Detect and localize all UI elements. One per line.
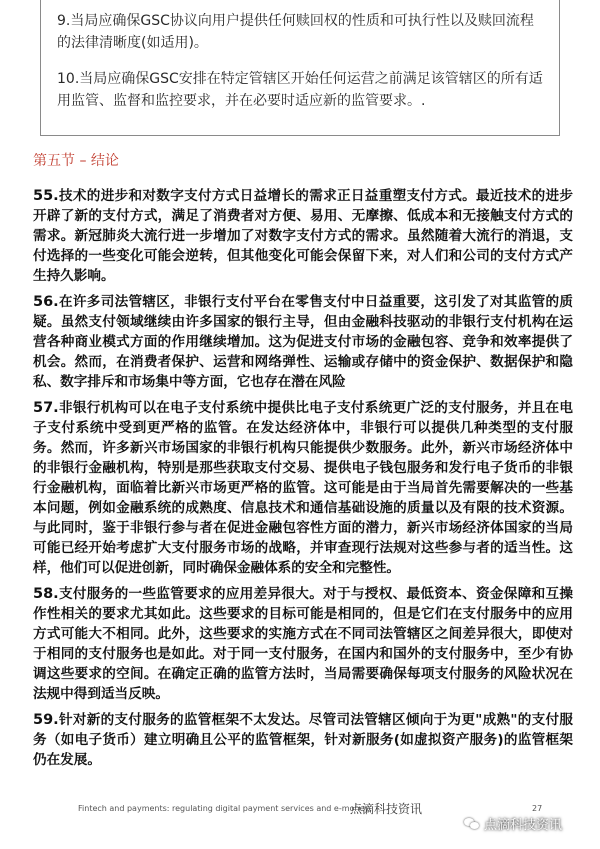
wechat-icon [464, 818, 480, 830]
paragraph-number: 59. [33, 712, 59, 728]
paragraph-text: 技术的进步和对数字支付方式日益增长的需求正日益重塑支付方式。最近技术的进步开辟了新的支付方式，满足了消费者对方便、易用、无摩擦、低成本和无接触支付方式的需求。新冠肺炎大流行进一步增加了对数字支付方式的需求。虽然随着大流行的消退，支付选择的一些变化可能会逆转，但其他变化可能会保留下来，对人们和公司的支付方式产生持久影响。 [33, 188, 573, 284]
footer-source-label: 点滴科技资讯 [350, 802, 423, 816]
paragraph-56 [33, 292, 573, 392]
paragraph-number: 55. [33, 188, 59, 204]
paragraph-55 [33, 186, 573, 286]
footer-document-title: Fintech and payments: regulating digital payment services and e-money [78, 804, 370, 813]
paragraph-number: 58. [33, 586, 59, 602]
paragraphs [33, 186, 573, 776]
paragraph-59 [33, 710, 573, 770]
section-heading: 第五节 – 结论 [33, 153, 119, 169]
paragraph-number: 56. [33, 294, 59, 310]
paragraph-number: 57. [33, 400, 59, 416]
paragraph-58 [33, 584, 573, 704]
watermark [464, 814, 562, 833]
box-item-10: 10.当局应确保GSC安排在特定管辖区开始任何运营之前满足该管辖区的所有适用监管、监督和监控要求，并在必要时适应新的监管要求。. [57, 71, 543, 109]
paragraph-text: 在许多司法管辖区，非银行支付平台在零售支付中日益重要，这引发了对其监管的质疑。虽然支付领域继续由许多国家的银行主导，但由金融科技驱动的非银行支付机构在运营各种商业模式方面的作用继续增加。这为促进支付市场的金融包容、竞争和效率提供了机会。然而，在消费者保护、运营和网络弹性、运输或存储中的资金保护、数据保护和隐私、数字排斥和市场集中等方面，它也存在潜在风险 [33, 294, 573, 390]
page-number: 27 [532, 804, 543, 813]
watermark-text: 点滴科技资讯 [484, 818, 563, 833]
paragraph-57 [33, 398, 573, 578]
recommendations-box [40, 0, 560, 136]
paragraph-text: 非银行机构可以在电子支付系统中提供比电子支付系统更广泛的支付服务，并且在电子支付系统中受到更严格的监管。在发达经济体中，非银行可以提供几种类型的支付服务。然而，许多新兴市场国家的非银行机构只能提供少数服务。此外，新兴市场经济体中的非银行金融机构，特别是那些获取支付交易、提供电子钱包服务和发行电子货币的非银行金融机构，面临着比新兴市场更严格的监管。这可能是由于当局首先需要解决的一些基本问题，例如金融系统的成熟度、信息技术和通信基础设施的质量以及有限的技术资源。与此同时，鉴于非银行参与者在促进金融包容性方面的潜力，新兴市场经济体国家的当局可能已经开始考虑扩大支付服务市场的战略，并审查现行法规对这些参与者的适当性。这样，他们可以促进创新，同时确保金融体系的安全和完整性。 [33, 400, 573, 576]
paragraph-text: 支付服务的一些监管要求的应用差异很大。对于与授权、最低资本、资金保障和互操作性相关的要求尤其如此。这些要求的目标可能是相同的，但是它们在支付服务中的应用方式可能大不相同。此外，这些要求的实施方式在不同司法管辖区之间差异很大，即使对于相同的支付服务也是如此。对于同一支付服务，在国内和国外的支付服务中，至少有协调这些要求的空间。在确定正确的监管方法时，当局需要确保每项支付服务的风险状况在法规中得到适当反映。 [33, 586, 573, 702]
paragraph-text: 针对新的支付服务的监管框架不太发达。尽管司法管辖区倾向于为更"成熟"的支付服务（如电子货币）建立明确且公平的监管框架，针对新服务(如虚拟资产服务)的监管框架仍在发展。 [33, 712, 573, 768]
box-item-9: 9.当局应确保GSC协议向用户提供任何赎回权的性质和可执行性以及赎回流程的法律清晰度(如适用)。 [57, 13, 534, 51]
